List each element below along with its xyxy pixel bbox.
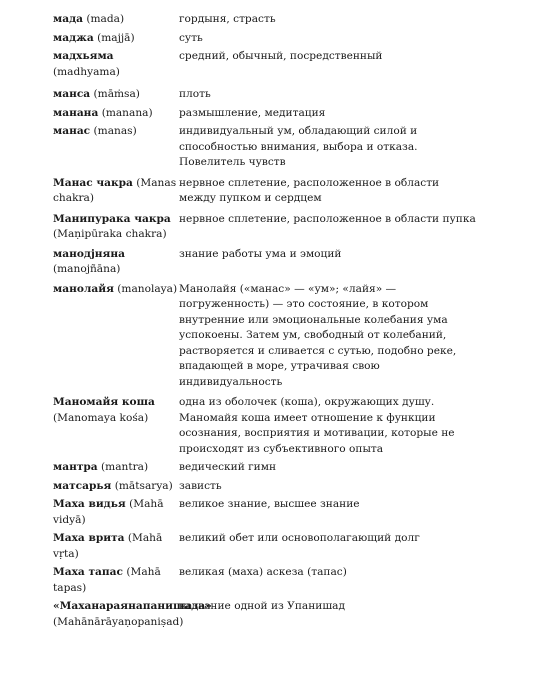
entry-term: [53, 395, 179, 426]
term-word: мантра: [53, 461, 98, 473]
entry-term: [53, 531, 179, 562]
entry-definition: гордыня, страсть: [179, 13, 276, 25]
glossary-entry: [53, 31, 483, 47]
glossary-entry: [53, 460, 483, 476]
glossary-entry: [53, 87, 483, 103]
glossary-entry: [53, 565, 483, 596]
term-transliteration: (Mahā vṛta): [53, 532, 163, 560]
term-word: маджа: [53, 31, 94, 44]
term-word: манас: [53, 125, 91, 137]
term-transliteration: (mada): [86, 13, 125, 25]
glossary-entry: [53, 282, 483, 391]
glossary-entry: [53, 106, 483, 122]
entry-term: [53, 460, 179, 476]
glossary-entry: [53, 599, 483, 630]
entry-definition: индивидуальный ум, обладающий силой и способностью внимания, выбора и отказа. Повелитель чувств: [179, 125, 418, 168]
entry-term: [53, 282, 179, 298]
term-transliteration: (manana): [101, 106, 153, 119]
term-transliteration: (manojñāna): [53, 263, 121, 275]
term-word: мада: [53, 13, 83, 25]
entry-term: [53, 599, 212, 630]
entry-term: [53, 212, 179, 243]
term-word: Маха врита: [53, 532, 125, 544]
term-word: манса: [53, 88, 91, 100]
entry-term: [53, 31, 179, 47]
term-transliteration: (mantra): [101, 461, 149, 473]
term-transliteration: (Mahā tapas): [53, 566, 161, 594]
entry-definition: великая (маха) аскеза (тапас): [179, 566, 347, 578]
entry-term: [53, 565, 179, 596]
term-transliteration: (Manomaya kośa): [53, 411, 149, 424]
entry-definition: одна из оболочек (коша), окружающих душу. Маномайя коша имеет отношение к функции осознания, восприятия и мотивации, которые не происходят из субъективного опыта: [179, 396, 455, 455]
entry-term: [53, 87, 179, 103]
entry-term: [53, 12, 179, 28]
entry-definition: нервное сплетение, расположенное в области пупка: [179, 212, 476, 225]
term-word: манодjняна: [53, 247, 125, 260]
term-word: Маномайя коша: [53, 396, 155, 408]
entry-definition: Манолайя («манас» — «ум»; «лайя» — погруженность) — это состояние, в котором внутренние или эмоциональные колебания ума успокоены. Затем ум, свободный от колебаний, растворяется и сливается с сутью, подобно реке, впадающей в море, утрачивая свою индивидуальность: [179, 282, 457, 388]
term-word: манолайя: [53, 282, 114, 295]
term-transliteration: (manolaya): [117, 282, 178, 295]
entry-definition: средний, обычный, посредственный: [179, 50, 383, 62]
term-transliteration: (manas): [93, 125, 137, 137]
glossary-entry: [53, 497, 483, 528]
term-transliteration: (Manas chakra): [53, 176, 177, 204]
term-word: матсарья: [53, 479, 112, 492]
term-transliteration: (madhyama): [53, 65, 120, 78]
entry-term: [53, 247, 179, 278]
term-transliteration: (Mahānārāyaṇopaniṣad): [53, 615, 184, 628]
entry-definition: плоть: [179, 88, 211, 100]
entry-definition: размышление, медитация: [179, 106, 326, 119]
entry-definition: суть: [179, 31, 203, 44]
entry-definition: великое знание, высшее знание: [179, 498, 360, 510]
entry-term: [53, 479, 179, 495]
glossary-entry: [53, 212, 483, 243]
term-transliteration: (Mahā vidyā): [53, 498, 164, 526]
term-transliteration: (māṁsa): [93, 88, 140, 100]
term-transliteration: (majjā): [97, 31, 135, 44]
glossary-list: [53, 12, 483, 630]
glossary-entry: [53, 531, 483, 562]
entry-definition: ведический гимн: [179, 461, 277, 473]
term-word: Маха видья: [53, 498, 126, 510]
entry-term: [53, 497, 179, 528]
entry-definition: великий обет или основополагающий долг: [179, 532, 420, 544]
entry-term: [53, 176, 179, 207]
term-transliteration: (Maṇipūraka chakra): [53, 228, 167, 240]
entry-term: [53, 106, 179, 122]
entry-term: [53, 124, 179, 140]
term-word: «Маханараянапанишада»: [53, 600, 212, 612]
term-word: Манипурака чакра: [53, 212, 171, 225]
term-word: Манас чакра: [53, 176, 133, 189]
glossary-entry: [53, 12, 483, 28]
entry-definition: нервное сплетение, расположенное в области между пупком и сердцем: [179, 176, 440, 204]
glossary-entry: [53, 395, 483, 457]
glossary-entry: [53, 176, 483, 207]
entry-definition: название одной из Упанишад: [179, 600, 346, 612]
entry-definition: знание работы ума и эмоций: [179, 247, 342, 260]
entry-definition: зависть: [179, 479, 222, 492]
entry-term: [53, 49, 179, 80]
glossary-entry: [53, 124, 483, 171]
term-word: Маха тапас: [53, 566, 123, 578]
glossary-entry: [53, 479, 483, 495]
glossary-entry: [53, 247, 483, 278]
term-word: мадхьяма: [53, 50, 114, 62]
glossary-entry: [53, 49, 483, 80]
term-transliteration: (mātsarya): [114, 479, 173, 492]
term-word: манана: [53, 106, 99, 119]
